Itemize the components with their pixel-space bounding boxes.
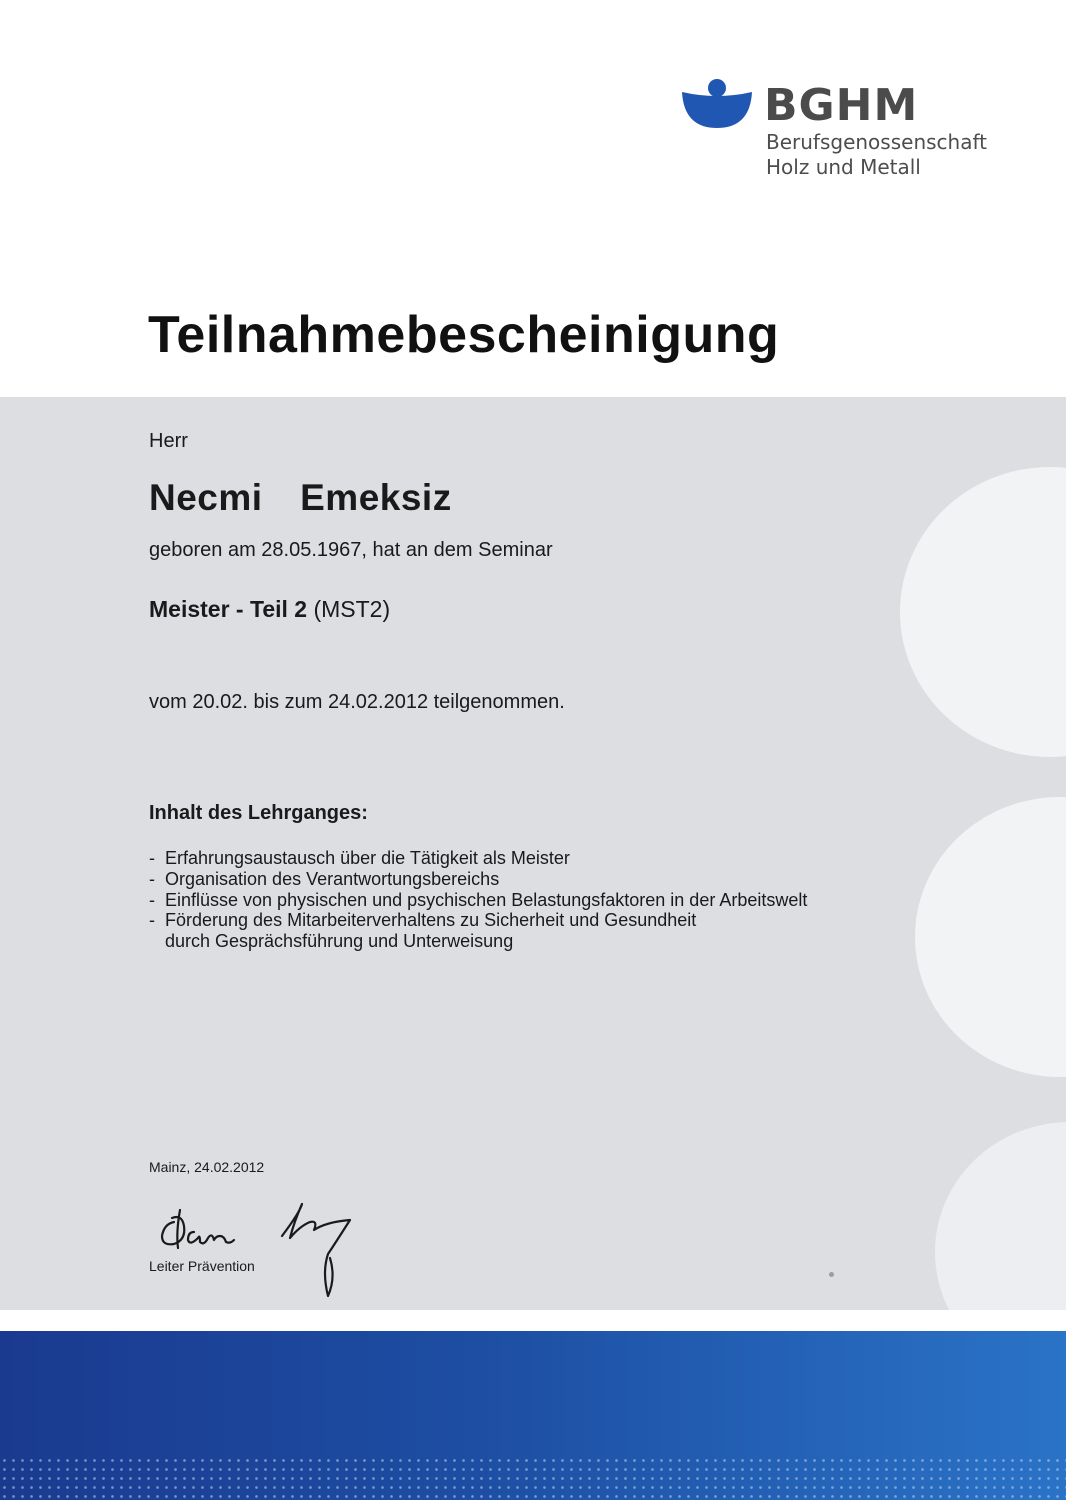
- list-item: [149, 848, 807, 869]
- decorative-circle: [900, 467, 1066, 757]
- seminar-code: (MST2): [313, 596, 391, 622]
- signature-icon: [150, 1192, 360, 1302]
- signer-role: Leiter Prävention: [149, 1258, 255, 1274]
- decorative-circle: [915, 797, 1066, 1077]
- list-dash: -: [149, 910, 155, 931]
- bghm-logo: [680, 78, 1000, 188]
- list-item: [149, 910, 807, 952]
- birth-line: geboren am 28.05.1967, hat an dem Seminar: [149, 539, 553, 561]
- decorative-circle: [935, 1122, 1066, 1310]
- place-date: Mainz, 24.02.2012: [149, 1159, 265, 1175]
- seminar-name: Meister - Teil 2: [149, 596, 308, 622]
- logo-line-1: Berufsgenossenschaft: [766, 130, 987, 154]
- seminar-title: [149, 596, 390, 623]
- list-item-text: Förderung des Mitarbeiterverhaltens zu Sicherheit und Gesundheit: [165, 910, 697, 931]
- bghm-emblem-icon: [680, 78, 754, 130]
- list-dash: -: [149, 889, 155, 910]
- list-item: [149, 890, 807, 911]
- list-dash: -: [149, 848, 155, 868]
- document-title: Teilnahmebescheinigung: [148, 306, 780, 364]
- logo-abbreviation: BGHM: [764, 80, 919, 131]
- content-heading: Inhalt des Lehrganges:: [149, 802, 368, 824]
- salutation: Herr: [149, 430, 188, 452]
- list-item-text: Organisation des Verantwortungsbereichs: [165, 868, 500, 889]
- scan-speck: [829, 1272, 834, 1277]
- list-item-continuation: durch Gesprächsführung und Unterweisung: [165, 931, 514, 952]
- content-list: [149, 848, 807, 952]
- list-item-text: Einflüsse von physischen und psychischen Belastungsfaktoren in der Arbeitswelt: [165, 889, 808, 910]
- recipient-name: Necmi Emeksiz: [149, 477, 452, 518]
- attendance-dates: vom 20.02. bis zum 24.02.2012 teilgenommen.: [149, 691, 565, 713]
- footer-band: [0, 1331, 1066, 1500]
- footer-dot-pattern: [0, 1456, 1066, 1500]
- logo-line-2: Holz und Metall: [766, 155, 921, 179]
- list-dash: -: [149, 868, 155, 889]
- list-item-text: Erfahrungsaustausch über die Tätigkeit als Meister: [165, 848, 570, 868]
- list-item: [149, 869, 807, 890]
